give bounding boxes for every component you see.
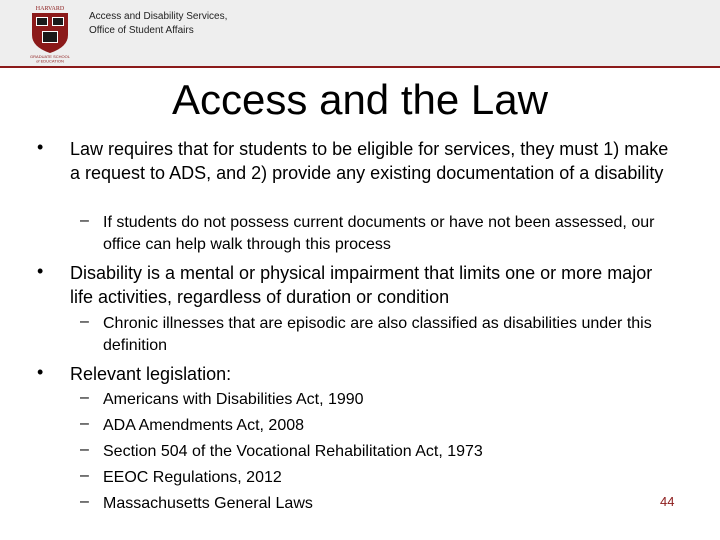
bullet-3-sub-3-text: Section 504 of the Vocational Rehabilitation Act, 1973 [103,443,483,460]
bullet-1-sub-1-text: If students do not possess current documents or have not been assessed, our office can help walk through this process [103,214,655,253]
slide-header [0,0,720,66]
bullet-3-sub-4-text: EEOC Regulations, 2012 [103,469,282,486]
sub-bullet-mark: – [80,389,89,406]
sub-bullet-mark: – [80,493,89,510]
harvard-gse-shield-logo [27,3,73,63]
slide-title: Access and the Law [172,76,548,123]
office-name-line1: Access and Disability Services, [89,11,228,22]
bullet-1-text: Law requires that for students to be eligible for services, they must 1) make a request to ADS, and 2) provide any existing documentation of a disability [70,139,669,183]
bullet-3-sub-1-text: Americans with Disabilities Act, 1990 [103,391,364,408]
sub-bullet-mark: – [80,467,89,484]
svg-text:of EDUCATION: of EDUCATION [36,58,64,63]
bullet-mark: • [37,137,44,157]
sub-bullet-mark: – [80,415,89,432]
bullet-mark: • [37,261,44,281]
office-name [89,10,227,38]
svg-text:HARVARD: HARVARD [35,6,65,12]
page-number: 44 [660,494,675,509]
sub-bullet-mark: – [80,212,89,229]
bullet-mark: • [37,362,44,382]
sub-bullet-mark: – [80,313,89,330]
bullet-2-sub-1-text: Chronic illnesses that are episodic are also classified as disabilities under this definition [103,315,652,354]
bullet-3-sub-2-text: ADA Amendments Act, 2008 [103,417,305,434]
sub-bullet-mark: – [80,441,89,458]
bullet-2-text: Disability is a mental or physical impairment that limits one or more major life activities, regardless of duration or condition [70,263,653,307]
header-divider [0,66,720,68]
bullet-3-text: Relevant legislation: [70,364,232,384]
office-name-line2: Office of Student Affairs [89,25,194,36]
svg-text:GRADUATE SCHOOL: GRADUATE SCHOOL [30,54,70,59]
bullet-3-sub-5-text: Massachusetts General Laws [103,495,313,512]
